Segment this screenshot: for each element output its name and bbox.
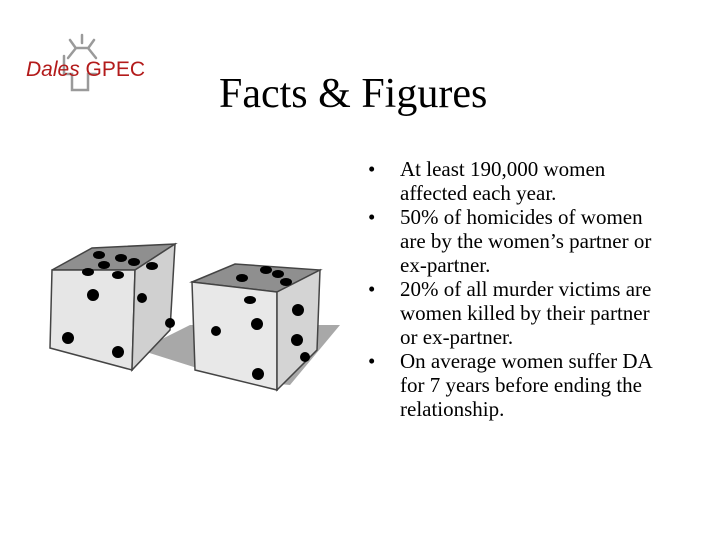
fact-text: At least 190,000 women affected each year. xyxy=(400,157,606,205)
list-item xyxy=(365,157,665,205)
logo xyxy=(24,30,174,110)
logo-word-gpec: GPEC xyxy=(85,58,146,81)
list-item xyxy=(365,205,665,277)
facts-list xyxy=(365,157,665,421)
bullet: • xyxy=(368,349,376,373)
list-item xyxy=(365,349,665,421)
bullet: • xyxy=(368,277,376,301)
logo-text xyxy=(26,58,145,82)
bullet: • xyxy=(368,157,376,181)
page-title: Facts & Figures xyxy=(219,71,488,117)
fact-text: 50% of homicides of women are by the women’s partner or ex-partner. xyxy=(400,205,652,277)
bullet: • xyxy=(368,205,376,229)
fact-text: 20% of all murder victims are women killed by their partner or ex-partner. xyxy=(400,277,652,349)
dice-illustration xyxy=(40,230,340,400)
list-item xyxy=(365,277,665,349)
fact-text: On average women suffer DA for 7 years before ending the relationship. xyxy=(400,349,652,421)
logo-word-dales: Dales xyxy=(26,58,80,81)
